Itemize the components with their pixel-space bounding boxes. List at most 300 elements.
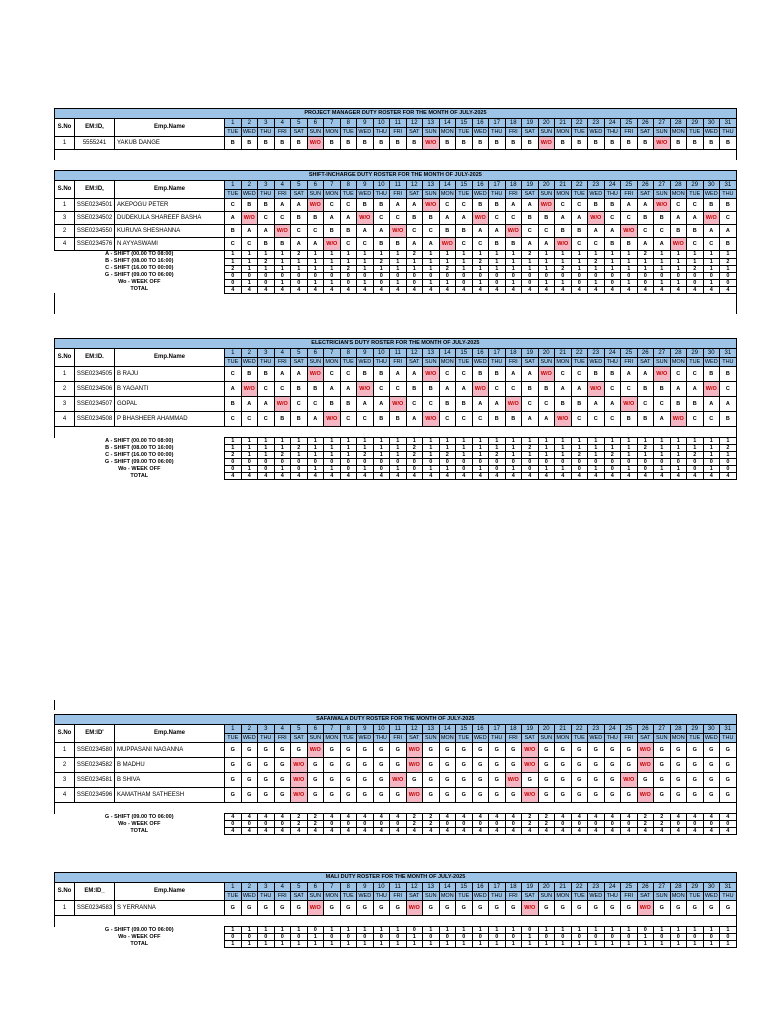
shift-cell: G bbox=[373, 901, 390, 916]
summary-count: 1 bbox=[621, 445, 638, 452]
summary-count: 1 bbox=[357, 251, 374, 259]
weekday-label: MON bbox=[671, 734, 685, 741]
day-number: 24 bbox=[604, 119, 621, 128]
summary-count: 0 bbox=[489, 279, 506, 286]
summary-count: 0 bbox=[373, 459, 390, 466]
weekday-label: TUE bbox=[340, 128, 357, 137]
summary-count: 1 bbox=[522, 258, 539, 265]
summary-count: 0 bbox=[571, 279, 588, 286]
summary-count: 1 bbox=[390, 279, 407, 286]
day-number: 7 bbox=[324, 883, 341, 892]
weekday-label: MON bbox=[440, 128, 454, 135]
week-off-cell: W/O bbox=[274, 397, 291, 412]
summary-count: 4 bbox=[571, 828, 588, 835]
day-number: 21 bbox=[555, 349, 572, 358]
summary-count: 0 bbox=[670, 934, 687, 941]
shift-cell: A bbox=[522, 199, 539, 212]
summary-count: 4 bbox=[654, 828, 671, 835]
shift-cell: G bbox=[489, 743, 506, 758]
summary-count: 0 bbox=[456, 279, 473, 286]
summary-count: 4 bbox=[225, 828, 242, 835]
weekday-label: WED bbox=[358, 734, 372, 741]
shift-cell: B bbox=[604, 199, 621, 212]
weekday-label: THU bbox=[720, 128, 737, 137]
shift-cell: A bbox=[274, 367, 291, 382]
shift-cell: A bbox=[472, 225, 489, 238]
weekday-label: FRI bbox=[390, 128, 407, 137]
shift-cell: C bbox=[357, 412, 374, 427]
shift-cell: C bbox=[373, 382, 390, 397]
shift-cell: B bbox=[571, 397, 588, 412]
day-number: 27 bbox=[654, 349, 671, 358]
shift-cell: A bbox=[225, 212, 242, 225]
weekday-label: SUN bbox=[538, 358, 555, 367]
summary-count: 2 bbox=[373, 258, 390, 265]
shift-cell: C bbox=[654, 225, 671, 238]
weekday-label: SAT bbox=[291, 190, 308, 199]
summary-count: 1 bbox=[604, 445, 621, 452]
day-number: 29 bbox=[687, 181, 704, 190]
summary-count: 1 bbox=[489, 445, 506, 452]
week-off-cell: W/O bbox=[472, 212, 489, 225]
day-number: 4 bbox=[274, 883, 291, 892]
weekday-label: TUE bbox=[225, 734, 242, 743]
shift-cell: B bbox=[489, 238, 506, 251]
week-off-cell: W/O bbox=[621, 225, 638, 238]
summary-count: 1 bbox=[588, 452, 605, 459]
summary-count: 1 bbox=[225, 251, 242, 259]
summary-count: 4 bbox=[291, 286, 308, 293]
summary-count: 0 bbox=[571, 466, 588, 473]
shift-cell: C bbox=[241, 412, 258, 427]
shift-cell: G bbox=[489, 788, 506, 803]
weekday-label: SAT bbox=[522, 734, 539, 743]
summary-count: 1 bbox=[390, 941, 407, 948]
summary-row bbox=[55, 828, 737, 835]
day-number: 31 bbox=[720, 725, 737, 734]
shift-cell: A bbox=[373, 397, 390, 412]
shift-cell: A bbox=[390, 199, 407, 212]
summary-count: 0 bbox=[241, 459, 258, 466]
summary-count: 1 bbox=[654, 445, 671, 452]
day-number: 16 bbox=[472, 119, 489, 128]
summary-count: 2 bbox=[291, 814, 308, 821]
summary-count: 4 bbox=[687, 828, 704, 835]
weekday-label: TUE bbox=[571, 190, 588, 199]
shift-cell: B bbox=[538, 212, 555, 225]
week-off-cell: W/O bbox=[390, 773, 407, 788]
shift-cell: B bbox=[258, 367, 275, 382]
weekday-label: SAT bbox=[291, 892, 308, 901]
summary-row bbox=[55, 452, 737, 459]
roster-table bbox=[54, 714, 737, 835]
shift-cell: B bbox=[258, 137, 275, 150]
col-name-header: Emp.Name bbox=[115, 119, 225, 137]
summary-count: 4 bbox=[390, 473, 407, 480]
summary-count: 1 bbox=[241, 258, 258, 265]
summary-count: 2 bbox=[307, 814, 324, 821]
shift-cell: G bbox=[571, 758, 588, 773]
shift-cell: G bbox=[439, 773, 456, 788]
summary-count: 1 bbox=[307, 941, 324, 948]
summary-count: 4 bbox=[324, 286, 341, 293]
day-number: 10 bbox=[373, 883, 390, 892]
shift-cell: A bbox=[456, 212, 473, 225]
weekday-label: MON bbox=[556, 892, 570, 899]
summary-count: 1 bbox=[637, 258, 654, 265]
weekday-label: THU bbox=[720, 892, 737, 901]
weekday-label: MON bbox=[671, 128, 685, 135]
shift-cell: B bbox=[373, 412, 390, 427]
employee-name: DUDEKULA SHAREEF BASHA bbox=[115, 212, 225, 225]
summary-count: 4 bbox=[390, 828, 407, 835]
summary-count: 1 bbox=[489, 927, 506, 934]
summary-count: 1 bbox=[423, 941, 440, 948]
weekday-label: MON bbox=[440, 190, 454, 197]
summary-row bbox=[55, 821, 737, 828]
summary-count: 0 bbox=[225, 459, 242, 466]
summary-count: 0 bbox=[274, 459, 291, 466]
day-number: 30 bbox=[703, 883, 720, 892]
week-off-cell: W/O bbox=[423, 199, 440, 212]
summary-count: 4 bbox=[720, 814, 737, 821]
day-number: 25 bbox=[621, 883, 638, 892]
weekday-label: SUN bbox=[423, 734, 440, 743]
summary-count: 0 bbox=[390, 459, 407, 466]
summary-count: 0 bbox=[637, 459, 654, 466]
week-off-cell: W/O bbox=[307, 743, 324, 758]
day-number: 4 bbox=[274, 181, 291, 190]
weekday-label: THU bbox=[604, 358, 621, 367]
weekday-label: SUN bbox=[538, 734, 555, 743]
weekday-label: TUE bbox=[571, 358, 588, 367]
shift-cell: G bbox=[423, 773, 440, 788]
shift-cell: A bbox=[538, 412, 555, 427]
day-number: 28 bbox=[670, 725, 687, 734]
shift-cell: B bbox=[274, 412, 291, 427]
week-off-cell: W/O bbox=[241, 212, 258, 225]
day-number: 18 bbox=[505, 883, 522, 892]
shift-cell: A bbox=[439, 382, 456, 397]
summary-count: 0 bbox=[373, 466, 390, 473]
summary-count: 2 bbox=[687, 452, 704, 459]
day-number: 10 bbox=[373, 119, 390, 128]
shift-cell: C bbox=[274, 382, 291, 397]
shift-cell: G bbox=[571, 743, 588, 758]
summary-count: 0 bbox=[555, 821, 572, 828]
summary-count: 2 bbox=[588, 258, 605, 265]
shift-cell: G bbox=[225, 743, 242, 758]
summary-count: 0 bbox=[291, 272, 308, 279]
day-number: 4 bbox=[274, 725, 291, 734]
shift-cell: C bbox=[406, 225, 423, 238]
day-number: 10 bbox=[373, 349, 390, 358]
shift-cell: A bbox=[307, 412, 324, 427]
summary-count: 1 bbox=[291, 265, 308, 272]
shift-cell: C bbox=[571, 238, 588, 251]
summary-label: Wo - WEEK OFF bbox=[55, 279, 225, 286]
shift-cell: B bbox=[522, 382, 539, 397]
weekday-label: SUN bbox=[307, 358, 324, 367]
summary-count: 1 bbox=[621, 251, 638, 259]
summary-count: 4 bbox=[555, 828, 572, 835]
weekday-label: FRI bbox=[274, 358, 291, 367]
day-number: 14 bbox=[439, 349, 456, 358]
summary-count: 0 bbox=[687, 934, 704, 941]
shift-cell: C bbox=[571, 412, 588, 427]
weekday-label: SUN bbox=[423, 892, 440, 901]
weekday-label: SUN bbox=[538, 892, 555, 901]
summary-count: 1 bbox=[274, 258, 291, 265]
summary-count: 0 bbox=[258, 821, 275, 828]
day-number: 2 bbox=[241, 725, 258, 734]
summary-count: 1 bbox=[670, 466, 687, 473]
summary-count: 0 bbox=[340, 934, 357, 941]
shift-cell: B bbox=[307, 212, 324, 225]
summary-count: 0 bbox=[538, 934, 555, 941]
shift-cell: C bbox=[439, 412, 456, 427]
weekday-label: THU bbox=[258, 128, 275, 137]
weekday-label: SUN bbox=[538, 190, 555, 199]
summary-count: 0 bbox=[423, 459, 440, 466]
weekday-label: TUE bbox=[225, 128, 242, 137]
summary-count: 0 bbox=[588, 272, 605, 279]
shift-cell: B bbox=[505, 137, 522, 150]
shift-cell: G bbox=[241, 743, 258, 758]
shift-cell: A bbox=[406, 199, 423, 212]
day-number: 2 bbox=[241, 349, 258, 358]
day-number: 10 bbox=[373, 181, 390, 190]
summary-count: 0 bbox=[571, 272, 588, 279]
summary-count: 1 bbox=[637, 934, 654, 941]
weekday-label: FRI bbox=[505, 128, 522, 137]
summary-count: 4 bbox=[687, 473, 704, 480]
summary-count: 4 bbox=[439, 473, 456, 480]
summary-count: 1 bbox=[571, 445, 588, 452]
summary-count: 1 bbox=[472, 251, 489, 259]
day-number: 8 bbox=[340, 181, 357, 190]
weekday-label: TUE bbox=[687, 128, 704, 137]
day-number: 24 bbox=[604, 181, 621, 190]
summary-count: 4 bbox=[258, 828, 275, 835]
shift-cell: B bbox=[406, 382, 423, 397]
summary-count: 1 bbox=[555, 445, 572, 452]
shift-cell: C bbox=[291, 225, 308, 238]
summary-count: 4 bbox=[291, 828, 308, 835]
day-number: 31 bbox=[720, 119, 737, 128]
shift-cell: A bbox=[340, 382, 357, 397]
summary-count: 2 bbox=[720, 258, 737, 265]
shift-cell: C bbox=[555, 367, 572, 382]
weekday-label: THU bbox=[489, 358, 506, 367]
summary-count: 4 bbox=[522, 473, 539, 480]
summary-count: 1 bbox=[654, 927, 671, 934]
shift-cell: C bbox=[439, 199, 456, 212]
summary-count: 1 bbox=[390, 251, 407, 259]
summary-count: 1 bbox=[571, 265, 588, 272]
summary-count: 0 bbox=[720, 466, 737, 473]
day-number: 21 bbox=[555, 725, 572, 734]
weekday-label: SAT bbox=[637, 128, 654, 137]
weekday-label: WED bbox=[473, 892, 487, 899]
shift-cell: G bbox=[225, 901, 242, 916]
day-number: 29 bbox=[687, 725, 704, 734]
summary-count: 1 bbox=[654, 279, 671, 286]
summary-count: 4 bbox=[703, 828, 720, 835]
summary-count: 2 bbox=[406, 452, 423, 459]
shift-cell: G bbox=[439, 901, 456, 916]
summary-count: 0 bbox=[588, 459, 605, 466]
summary-count: 1 bbox=[505, 251, 522, 259]
employee-sno: 3 bbox=[55, 397, 75, 412]
shift-cell: G bbox=[423, 788, 440, 803]
day-number: 9 bbox=[357, 349, 374, 358]
shift-cell: B bbox=[571, 225, 588, 238]
shift-cell: A bbox=[472, 397, 489, 412]
weekday-label: TUE bbox=[225, 892, 242, 901]
summary-count: 1 bbox=[654, 258, 671, 265]
summary-count: 2 bbox=[406, 251, 423, 259]
day-number: 19 bbox=[522, 883, 539, 892]
weekday-label: TUE bbox=[571, 734, 588, 743]
shift-cell: G bbox=[340, 743, 357, 758]
summary-count: 1 bbox=[571, 941, 588, 948]
day-number: 26 bbox=[637, 119, 654, 128]
summary-count: 1 bbox=[472, 927, 489, 934]
summary-count: 1 bbox=[687, 258, 704, 265]
weekday-label: SUN bbox=[423, 358, 440, 367]
summary-count: 0 bbox=[439, 934, 456, 941]
summary-count: 1 bbox=[291, 452, 308, 459]
summary-count: 0 bbox=[439, 821, 456, 828]
day-number: 22 bbox=[571, 725, 588, 734]
shift-cell: A bbox=[307, 238, 324, 251]
day-number: 6 bbox=[307, 883, 324, 892]
summary-count: 0 bbox=[225, 934, 242, 941]
summary-count: 2 bbox=[439, 452, 456, 459]
summary-count: 1 bbox=[472, 452, 489, 459]
shift-cell: G bbox=[670, 743, 687, 758]
day-number: 17 bbox=[489, 119, 506, 128]
summary-count: 4 bbox=[291, 473, 308, 480]
shift-cell: C bbox=[456, 412, 473, 427]
summary-count: 1 bbox=[406, 941, 423, 948]
summary-count: 1 bbox=[439, 279, 456, 286]
summary-count: 1 bbox=[703, 251, 720, 259]
summary-row bbox=[55, 438, 737, 445]
summary-count: 0 bbox=[637, 279, 654, 286]
shift-cell: G bbox=[373, 743, 390, 758]
summary-count: 4 bbox=[324, 828, 341, 835]
summary-count: 1 bbox=[340, 941, 357, 948]
summary-count: 1 bbox=[423, 265, 440, 272]
weekday-label: SUN bbox=[307, 892, 324, 901]
summary-count: 4 bbox=[670, 828, 687, 835]
summary-count: 1 bbox=[307, 934, 324, 941]
summary-count: 4 bbox=[604, 814, 621, 821]
shift-cell: G bbox=[621, 758, 638, 773]
summary-count: 1 bbox=[555, 438, 572, 445]
summary-count: 0 bbox=[654, 459, 671, 466]
summary-count: 0 bbox=[357, 821, 374, 828]
summary-count: 1 bbox=[324, 265, 341, 272]
weekday-label: MON bbox=[325, 190, 339, 197]
summary-count: 1 bbox=[670, 941, 687, 948]
summary-count: 4 bbox=[258, 473, 275, 480]
weekday-label: WED bbox=[242, 358, 256, 365]
summary-count: 1 bbox=[274, 251, 291, 259]
summary-count: 1 bbox=[538, 927, 555, 934]
summary-count: 4 bbox=[604, 286, 621, 293]
shift-cell: C bbox=[687, 367, 704, 382]
employee-sno: 4 bbox=[55, 788, 75, 803]
day-number: 19 bbox=[522, 725, 539, 734]
weekday-label: FRI bbox=[390, 734, 407, 743]
roster-table bbox=[54, 170, 737, 314]
employee-id: SSE0234582 bbox=[75, 758, 115, 773]
summary-count: 1 bbox=[588, 265, 605, 272]
employee-id: SSE0234501 bbox=[75, 199, 115, 212]
shift-cell: B bbox=[307, 382, 324, 397]
summary-count: 0 bbox=[373, 821, 390, 828]
summary-count: 1 bbox=[439, 438, 456, 445]
summary-count: 2 bbox=[472, 258, 489, 265]
summary-count: 4 bbox=[489, 286, 506, 293]
summary-count: 1 bbox=[456, 941, 473, 948]
weekday-label: THU bbox=[373, 190, 390, 199]
summary-count: 0 bbox=[291, 934, 308, 941]
shift-cell: A bbox=[588, 397, 605, 412]
weekday-label: SAT bbox=[406, 892, 423, 901]
day-number: 15 bbox=[456, 119, 473, 128]
shift-cell: B bbox=[637, 382, 654, 397]
weekday-label: FRI bbox=[274, 734, 291, 743]
summary-count: 4 bbox=[258, 286, 275, 293]
summary-count: 2 bbox=[225, 265, 242, 272]
summary-count: 1 bbox=[588, 927, 605, 934]
week-off-cell: W/O bbox=[241, 382, 258, 397]
summary-count: 0 bbox=[720, 459, 737, 466]
day-number: 7 bbox=[324, 349, 341, 358]
shift-cell: B bbox=[225, 137, 242, 150]
summary-label: TOTAL bbox=[55, 286, 225, 293]
summary-count: 0 bbox=[604, 459, 621, 466]
summary-count: 4 bbox=[390, 286, 407, 293]
shift-cell: G bbox=[703, 773, 720, 788]
shift-cell: G bbox=[687, 743, 704, 758]
summary-count: 2 bbox=[637, 445, 654, 452]
weekday-label: THU bbox=[489, 892, 506, 901]
summary-count: 1 bbox=[588, 279, 605, 286]
shift-cell: B bbox=[291, 412, 308, 427]
roster-title: ELECTRICIAN'S DUTY ROSTER FOR THE MONTH OF JULY-2025 bbox=[55, 339, 737, 349]
employee-row bbox=[55, 743, 737, 758]
shift-cell: C bbox=[225, 412, 242, 427]
summary-count: 0 bbox=[489, 466, 506, 473]
summary-count: 1 bbox=[687, 438, 704, 445]
shift-cell: G bbox=[555, 743, 572, 758]
day-number: 7 bbox=[324, 119, 341, 128]
summary-count: 1 bbox=[357, 445, 374, 452]
day-number: 30 bbox=[703, 349, 720, 358]
summary-count: 2 bbox=[555, 265, 572, 272]
weekday-label: MON bbox=[325, 128, 339, 135]
day-number: 28 bbox=[670, 181, 687, 190]
day-number: 8 bbox=[340, 119, 357, 128]
shift-cell: G bbox=[291, 901, 308, 916]
shift-cell: A bbox=[489, 397, 506, 412]
summary-label: C - SHIFT (16.00 TO 00:00) bbox=[55, 452, 225, 459]
